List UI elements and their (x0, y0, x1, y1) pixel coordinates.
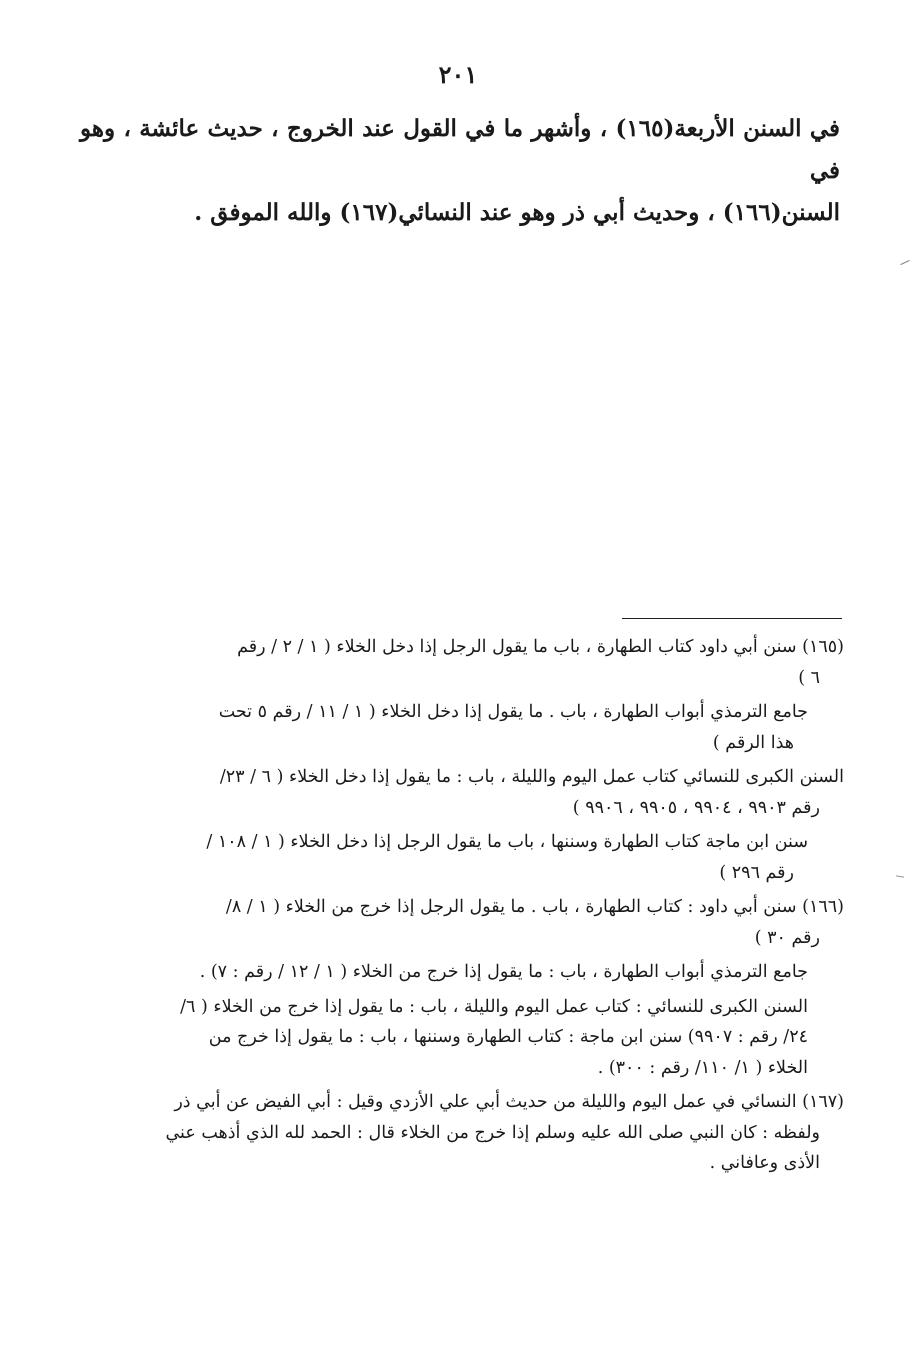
footnote-165 (88, 632, 844, 693)
footnote-line: (١٦٦) سنن أبي داود : كتاب الطهارة ، باب . ما يقول الرجل إذا خرج من الخلاء ( ١ / ٨/ (225, 897, 844, 917)
footnote-165-nasai (88, 762, 844, 823)
footnotes (88, 632, 844, 1183)
footnote-line: السنن الكبرى للنسائي كتاب عمل اليوم والليلة ، باب : ما يقول إذا دخل الخلاء ( ٦ / ٢٣/ (219, 767, 844, 787)
footnote-line: جامع الترمذي أبواب الطهارة ، باب . ما يقول إذا دخل الخلاء ( ١ / ١١ / رقم ٥ تحت (218, 702, 808, 722)
footnote-166 (88, 892, 844, 953)
main-text-line: السنن(١٦٦) ، وحديث أبي ذر وهو عند النسائي(١٦٧) والله الموفق . (194, 199, 840, 226)
footnote-line: السنن الكبرى للنسائي : كتاب عمل اليوم والليلة ، باب : ما يقول إذا خرج من الخلاء ( ٦/ (180, 996, 808, 1017)
footnote-165-tirmidhi (88, 697, 844, 758)
footnote-166-tirmidhi (88, 957, 844, 988)
footnote-166-nasai-ibn-majah (88, 992, 844, 1084)
main-text-line: في السنن الأربعة(١٦٥) ، وأشهر ما في القول عند الخروج ، حديث عائشة ، وهو في (80, 115, 841, 184)
footnote-line: رقم ٢٩٦ ) (719, 862, 794, 883)
footnote-line: رقم ٩٩٠٣ ، ٩٩٠٤ ، ٩٩٠٥ ، ٩٩٠٦ ) (572, 797, 820, 818)
scan-mark (896, 875, 904, 877)
footnote-line: الأذى وعافاني . (709, 1153, 820, 1173)
footnote-line: هذا الرقم ) (712, 732, 794, 753)
footnote-167 (88, 1087, 844, 1179)
footnote-165-ibn-majah (88, 827, 844, 888)
footnote-line: (١٦٥) سنن أبي داود كتاب الطهارة ، باب ما يقول الرجل إذا دخل الخلاء ( ١ / ٢ / رقم (237, 637, 844, 657)
main-text (80, 108, 840, 234)
footnote-line: ٢٤/ رقم : ٩٩٠٧) سنن ابن ماجة : كتاب الطهارة وسننها ، باب : ما يقول إذا خرج من (208, 1027, 808, 1047)
page-number: ٢٠١ (438, 60, 478, 89)
scan-mark (900, 260, 909, 265)
footnote-divider (622, 618, 842, 619)
footnote-line: ولفظه : كان النبي صلى الله عليه وسلم إذا خرج من الخلاء قال : الحمد لله الذي أذهب عني (165, 1122, 820, 1143)
footnote-line: جامع الترمذي أبواب الطهارة ، باب : ما يقول إذا خرج من الخلاء ( ١ / ١٢ / رقم : ٧) . (199, 962, 808, 982)
footnote-line: سنن ابن ماجة كتاب الطهارة وسننها ، باب ما يقول الرجل إذا دخل الخلاء ( ١ / ١٠٨ / (206, 832, 808, 852)
footnote-line: (١٦٧) النسائي في عمل اليوم والليلة من حديث أبي علي الأزدي وقيل : أبي الفيض عن أبي ذر (174, 1092, 844, 1112)
footnote-line: رقم ٣٠ ) (754, 927, 820, 948)
footnote-line: الخلاء ( ١/ ١١٠/ رقم : ٣٠٠) . (597, 1057, 808, 1078)
footnote-line: ٦ ) (798, 667, 820, 688)
